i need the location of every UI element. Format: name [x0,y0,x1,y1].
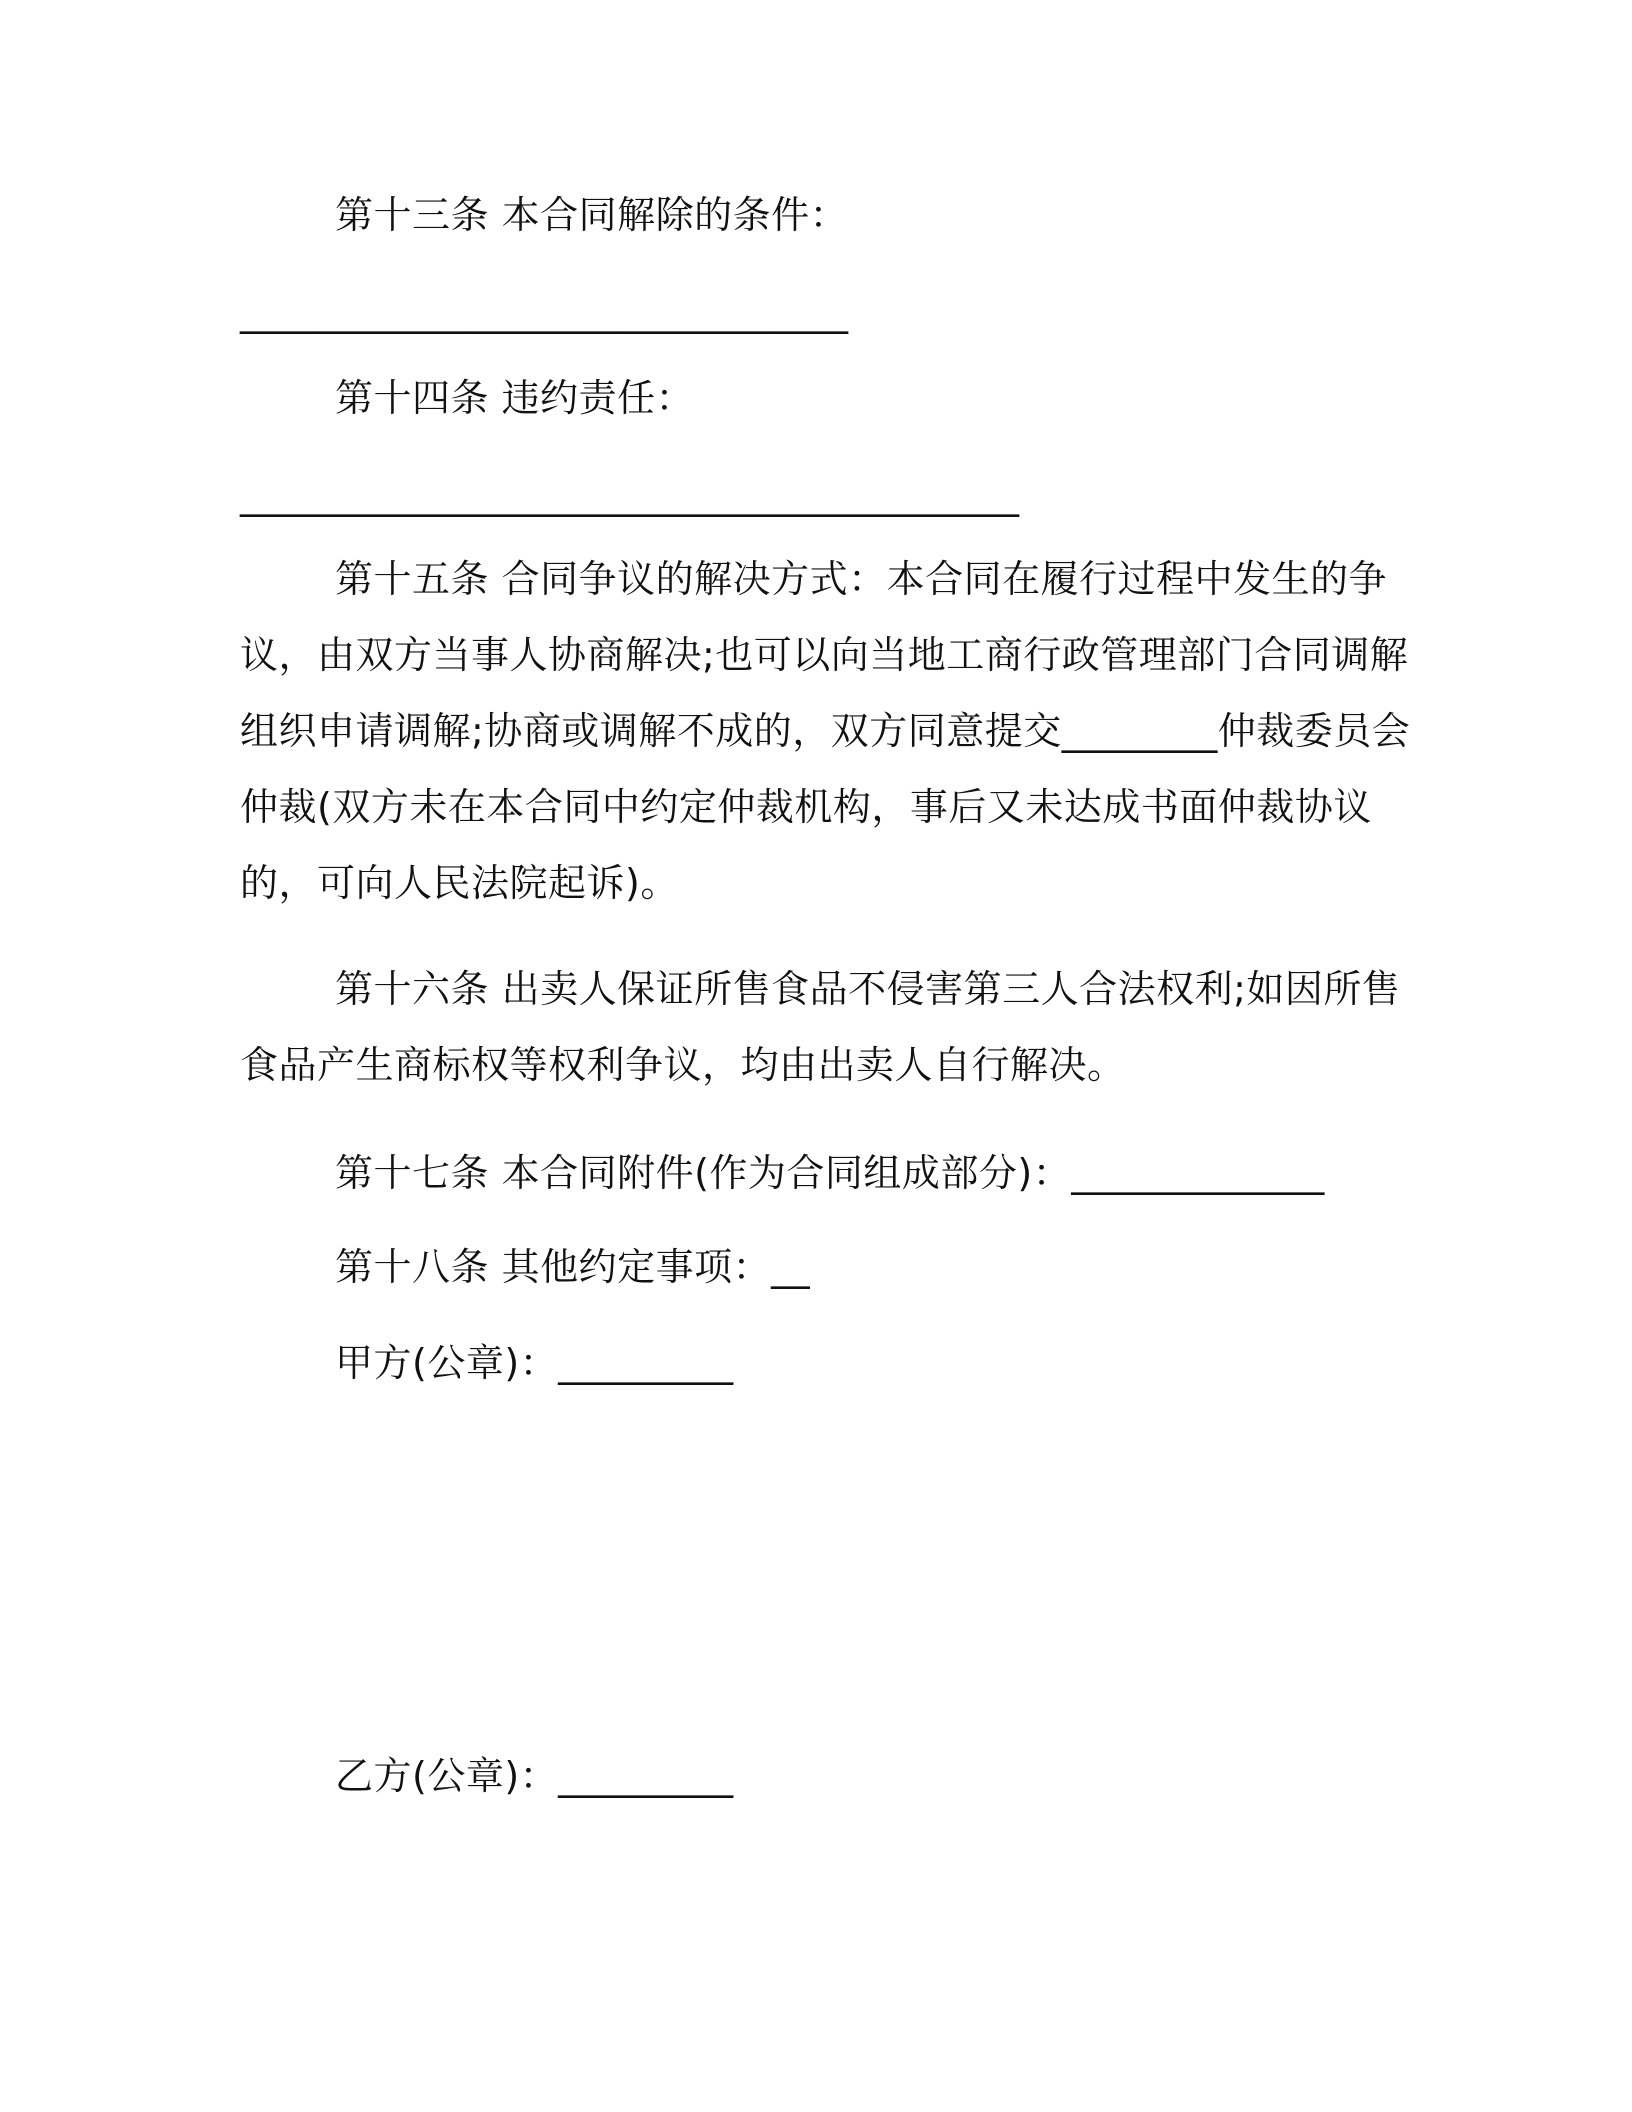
article-16-text: 第十六条 出卖人保证所售食品不侵害第三人合法权利;如因所售食品产生商标权等权利争议，均由出卖人自行解决。 [240,967,1401,1087]
party-b-seal: 乙方(公章)：_________ [335,1754,734,1798]
article-17-text: 第十七条 本合同附件(作为合同组成部分)：_____________ [335,1151,1325,1195]
article-13-blank: ________________________________ [240,290,848,334]
article-14-title: 第十四条 违约责任： [335,376,695,420]
article-13-title: 第十三条 本合同解除的条件： [335,193,849,237]
article-18-text: 第十八条 其他约定事项：__ [335,1245,811,1289]
article-14-blank: _________________________________________ [240,473,1019,517]
party-a-seal: 甲方(公章)：_________ [335,1341,734,1385]
article-15-text: 第十五条 合同争议的解决方式：本合同在履行过程中发生的争议，由双方当事人协商解决;也可以向当地工商行政管理部门合同调解组织申请调解;协商或调解不成的，双方同意提交________仲裁委员会仲裁(双方未在本合同中约定仲裁机构，事后又未达成书面仲裁协议的，可向人民法院起诉)。 [240,557,1411,905]
